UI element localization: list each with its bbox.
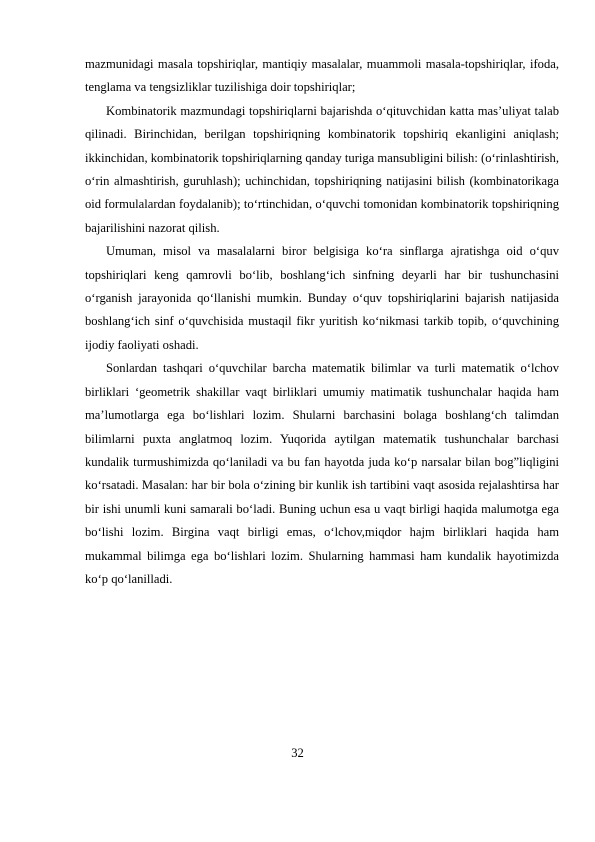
page-number: 32 bbox=[291, 746, 304, 760]
paragraph-continuation: mazmunidagi masala topshiriqlar, mantiqiy masalalar, muammoli masala-topshiriqlar, ifoda, tenglama va tengsizliklar tuzilishiga doir topshiriqlar; bbox=[85, 57, 559, 95]
paragraph-sonlardan: Sonlardan tashqari o‘quvchilar barcha matematik bilimlar va turli matematik o‘lchov birliklari ‘geometrik shakillar vaqt birliklari umumiy matimatik tushunchalar haqida ham ma’lumotlarga ega bo‘lishlari lozim. Shularni barchasini bolaga boshlang‘ch talimdan bilimlarni puxta anglatmoq lozim. Yuqorida aytilgan matematik tushunchalar barchasi kundalik turmushimizda qo‘laniladi va bu fan hayotda juda ko‘p narsalar bilan bog”liqligini ko‘rsatadi. Masalan: har bir bola o‘zining bir kunlik ish tartibini vaqt asosida rejalashtirsa har bir ishi unumli kuni samarali bo‘ladi. Buning uchun esa u vaqt birligi haqida malumotga ega bo‘lishi lozim. Birgina vaqt birligi emas, o‘lchov,miqdor hajm birliklari haqida ham mukammal bilimga ega bo‘lishlari lozim. Shularning hammasi ham kundalik hayotimizda ko‘p qo‘lanilladi. bbox=[85, 361, 559, 586]
paragraph-kombinatorik: Kombinatorik mazmundagi topshiriqlarni bajarishda o‘qituvchidan katta mas’uliyat talab qilinadi. Birinchidan, berilgan topshiriqning kombinatorik topshiriq ekanligini aniqlash; ikkinchidan, kombinatorik topshiriqlarning qanday turiga mansubligini bilish: (o‘rinlashtirish, o‘rin almashtirish, guruhlash); uchinchidan, topshiriqning natijasini bilish (kombinatorikaga oid formulalardan foydalanib); to‘rtinchidan, o‘quvchi tomonidan kombinatorik topshiriqning bajarilishini nazorat qilish. bbox=[85, 103, 559, 235]
body-text bbox=[85, 53, 559, 591]
paragraph-umuman: Umuman, misol va masalalarni biror belgisiga ko‘ra sinflarga ajratishga oid o‘quv topshiriqlari keng qamrovli bo‘lib, boshlang‘ich sinfning deyarli har bir tushunchasini o‘rganish jarayonida qo‘llanishi mumkin. Bunday o‘quv topshiriqlarini bajarish natijasida boshlang‘ich sinf o‘quvchisida mustaqil fikr yuritish ko‘nikmasi tarkib topib, o‘quvchining ijodiy faoliyati oshadi. bbox=[85, 244, 559, 352]
